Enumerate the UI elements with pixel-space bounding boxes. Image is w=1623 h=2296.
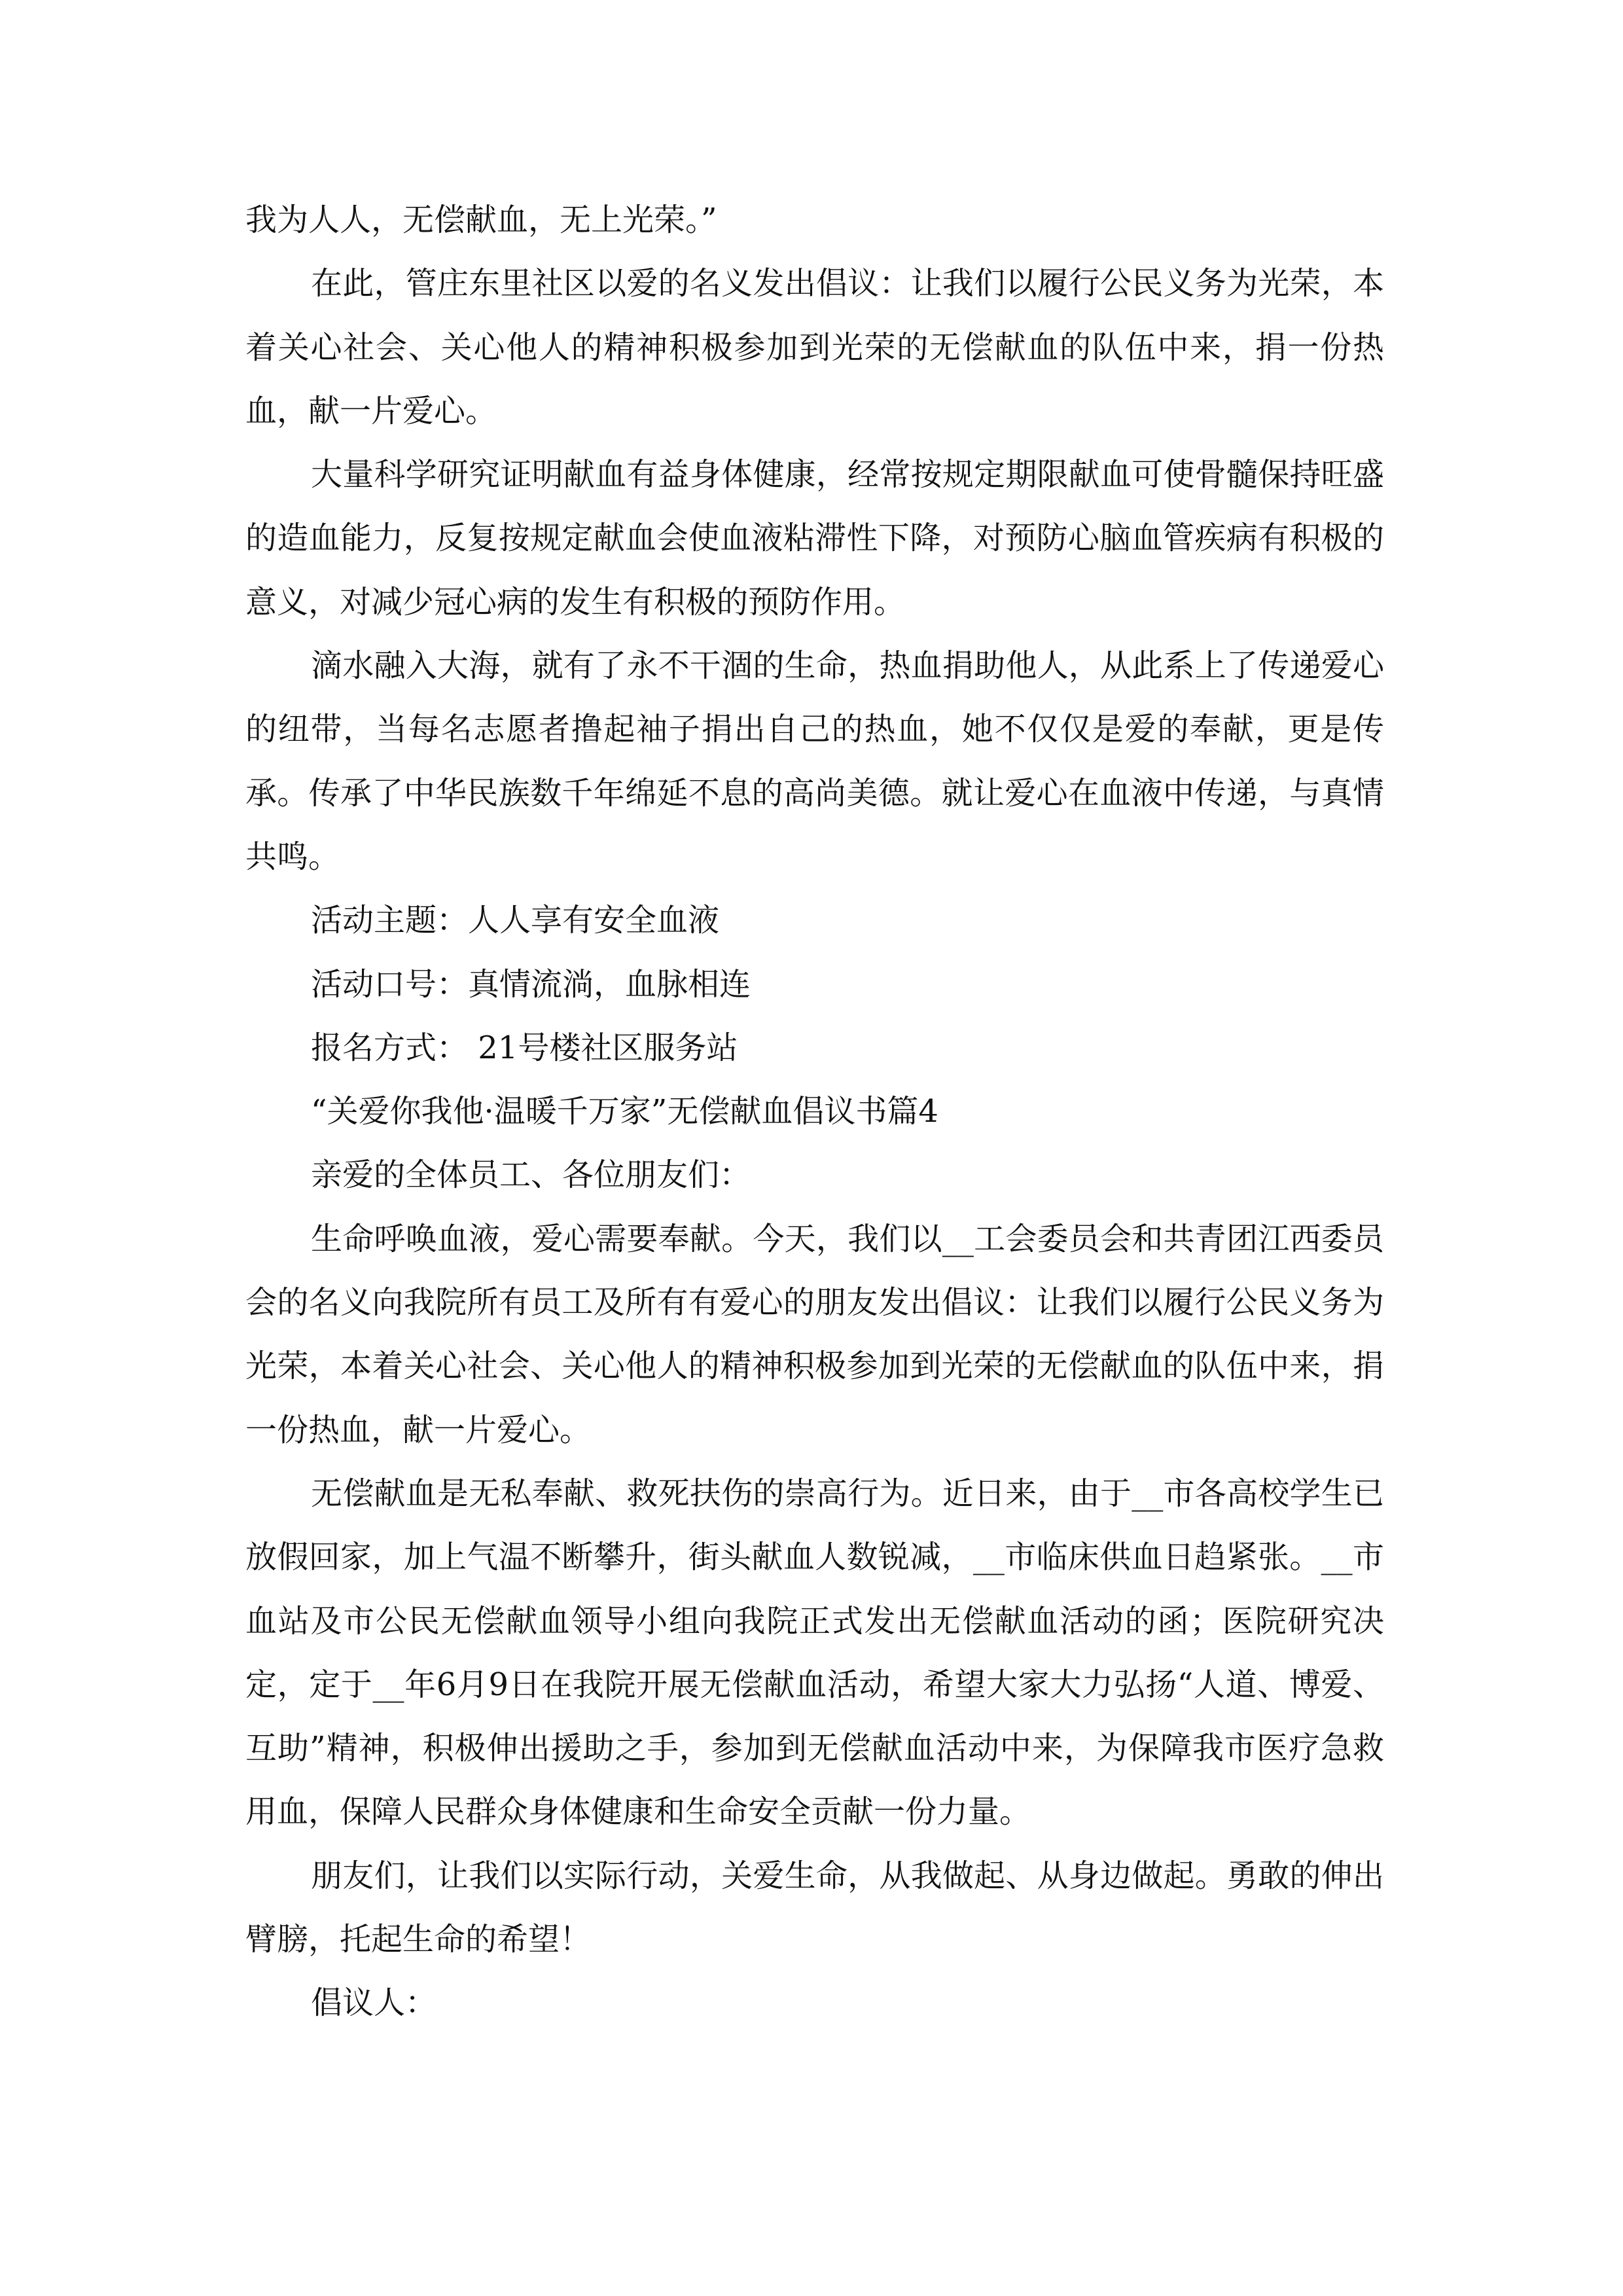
signature-line: 倡议人：: [311, 1984, 437, 2022]
salutation: 亲爱的全体员工、各位朋友们：: [311, 1157, 751, 1194]
registration-method: 报名方式： 21号楼社区服务站: [311, 1029, 738, 1066]
paragraph-continuation: 我为人人，无偿献血，无上光荣。”: [245, 202, 717, 238]
activity-theme: 活动主题：人人享有安全血液: [311, 902, 720, 939]
paragraph-closing: 朋友们，让我们以实际行动，关爱生命，从我做起、从身边做起。勇敢的伸出臂膀，托起生命的希望！: [245, 1857, 1384, 1958]
paragraph-call: 生命呼唤血液，爱心需要奉献。今天，我们以__工会委员会和共青团江西委员会的名义向我院所有员工及所有有爱心的朋友发出倡议：让我们以履行公民义务为光荣，本着关心社会、关心他人的精神积极参加到光荣的无偿献血的队伍中来，捐一份热血，献一片爱心。: [245, 1220, 1384, 1448]
section-title: “关爱你我他·温暖千万家”无偿献血倡议书篇4: [311, 1093, 938, 1130]
paragraph-initiative: 在此，管庄东里社区以爱的名义发出倡议：让我们以履行公民义务为光荣，本着关心社会、关心他人的精神积极参加到光荣的无偿献血的队伍中来，捐一份热血，献一片爱心。: [245, 265, 1384, 429]
paragraph-situation: 无偿献血是无私奉献、救死扶伤的崇高行为。近日来，由于__市各高校学生已放假回家，加上气温不断攀升，街头献血人数锐减，__市临床供血日趋紧张。__市血站及市公民无偿献血领导小组向我院正式发出无偿献血活动的函；医院研究决定，定于__年6月9日在我院开展无偿献血活动，希望大家大力弘扬“人道、博爱、互助”精神，积极伸出援助之手，参加到无偿献血活动中来，为保障我市医疗急救用血，保障人民群众身体健康和生命安全贡献一份力量。: [245, 1475, 1384, 1831]
document-body: [245, 188, 1384, 2036]
paragraph-heritage: 滴水融入大海，就有了永不干涸的生命，热血捐助他人，从此系上了传递爱心的纽带，当每名志愿者撸起袖子捐出自己的热血，她不仅仅是爱的奉献，更是传承。传承了中华民族数千年绵延不息的高尚美德。就让爱心在血液中传递，与真情共鸣。: [245, 647, 1384, 875]
paragraph-health-benefits: 大量科学研究证明献血有益身体健康，经常按规定期限献血可使骨髓保持旺盛的造血能力，反复按规定献血会使血液粘滞性下降，对预防心脑血管疾病有积极的意义，对减少冠心病的发生有积极的预防作用。: [245, 456, 1384, 620]
activity-slogan: 活动口号：真情流淌，血脉相连: [311, 965, 751, 1003]
